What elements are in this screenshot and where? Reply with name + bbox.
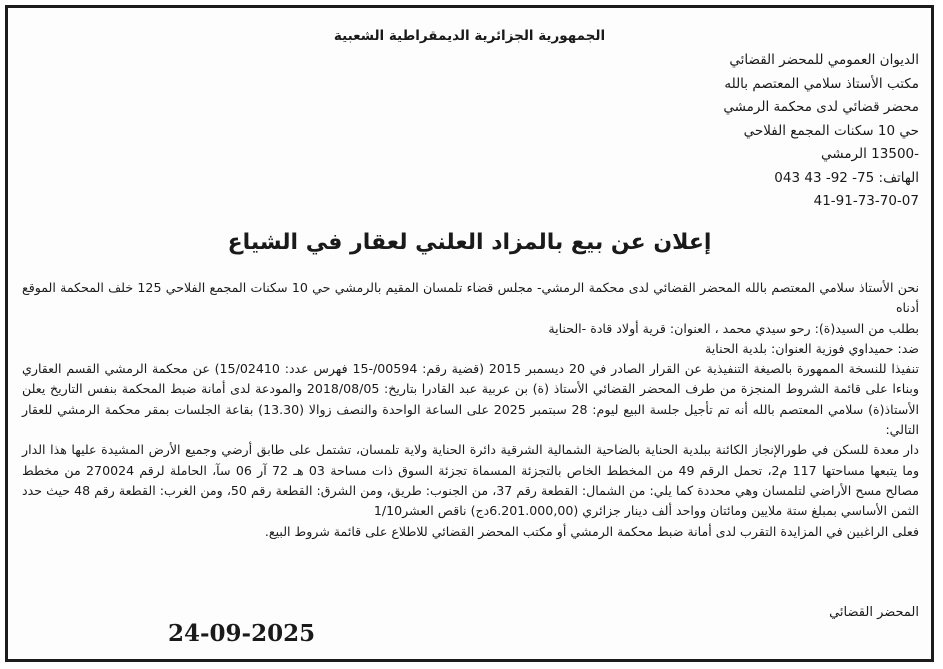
body-paragraph-property: دار معدة للسكن في طورالإنجاز الكائنة ببلدية الحناية بالضاحية الشمالية الشرقية دائرة الحناية ولاية تلمسان، تشتمل على طابق أرضي وجميع الأرض المشيدة عليها هذا الدار وما يتبعها مساحتها 117 م2، تحمل الرقم 49 من المخطط الخاص بالتجزئة المسماة تجزئة السوق ذات مساحة 03 هـ 72 آر 06 سآ، الحاملة لرقم 270024 من مخطط مصالح مسح الأراضي لتلمسان وهي محددة كما يلي: من الشمال: القطعة رقم 37، من الجنوب: طريق، ومن الشرق: القطعة رقم 50، ومن الغرب: القطعة رقم 48 حيث حدد الثمن الأساسي بمبلغ ستة ملايين ومائتان وواحد ألف دينار جزائري (6.201.000,00دج) ناقص العشر1/10 [22, 442, 920, 519]
signature-label: المحضر القضائي [829, 605, 919, 620]
notice-body [22, 278, 919, 542]
phone-number-1: 043 43 -92 -75 [774, 169, 875, 186]
phone-line [723, 167, 919, 191]
body-paragraph-plaintiff: بطلب من السيد(ة): رحو سيدي محمد ، العنوان: قرية أولاد قادة -الحناية [548, 320, 919, 336]
office-line: -13500 الرمشي [821, 146, 919, 162]
legal-notice-clipping [5, 5, 934, 662]
office-line: محضر قضائي لدى محكمة الرمشي [723, 99, 919, 115]
body-paragraph-execution: تنفيذا للنسخة الممهورة بالصيغة التنفيذية عن القرار الصادر في 20 ديسمبر 2015 (قضية رقم: 00594/-15 فهرس عدد: 15/02410) عن محكمة الرمشي القسم العقاري وبناءا على قائمة الشروط المنجزة من طرف المحضر القضائي الأستاذ (ة) بن عربية عبد القادرا بتاريخ: 2018/08/05 والمودعة لدى أمانة ضبط المحكمة بنفس التاريخ يعلن الأستاذ(ة) سلامي المعتصم بالله أنه تم تأجيل جلسة البيع ليوم: 28 سبتمبر 2025 على الساعة الواحدة والنصف زوالا (13.30) بقاعة الجلسات بمقر محكمة الرمشي للعقار التالي: [22, 361, 919, 438]
republic-heading: الجمهورية الجزائرية الديمقراطية الشعبية [333, 28, 606, 44]
office-header [723, 49, 919, 214]
body-paragraph-intro: نحن الأستاذ سلامي المعتصم بالله المحضر القضائي لدى محكمة الرمشي- مجلس قضاء تلمسان المقيم بالرمشي حي 10 سكنات المجمع الفلاحي 125 خلف المحكمة الموقع أدناه [22, 280, 919, 316]
body-paragraph-defendant: ضد: حميداوي فوزية العنوان: بلدية الحناية [705, 340, 919, 356]
office-line: حي 10 سكنات المجمع الفلاحي [743, 122, 919, 139]
notice-title: إعلان عن بيع بالمزاد العلني لعقار في الشياع [227, 230, 712, 255]
office-line: الديوان العمومي للمحضر القضائي [729, 52, 919, 68]
notice-content [16, 16, 923, 651]
body-paragraph-closing: فعلى الراغبين في المزايدة التقرب لدى أمانة ضبط محكمة الرمشي أو مكتب المحضر القضائي للاطلاع على قائمة شروط البيع. [264, 523, 919, 539]
office-line: مكتب الأستاذ سلامي المعتصم بالله [724, 75, 919, 92]
publication-date: 24-09-2025 [168, 620, 316, 647]
phone-line-2 [723, 190, 919, 214]
phone-label: الهاتف: [878, 169, 919, 186]
phone-number-2: 41-91-73-70-07 [813, 193, 919, 209]
